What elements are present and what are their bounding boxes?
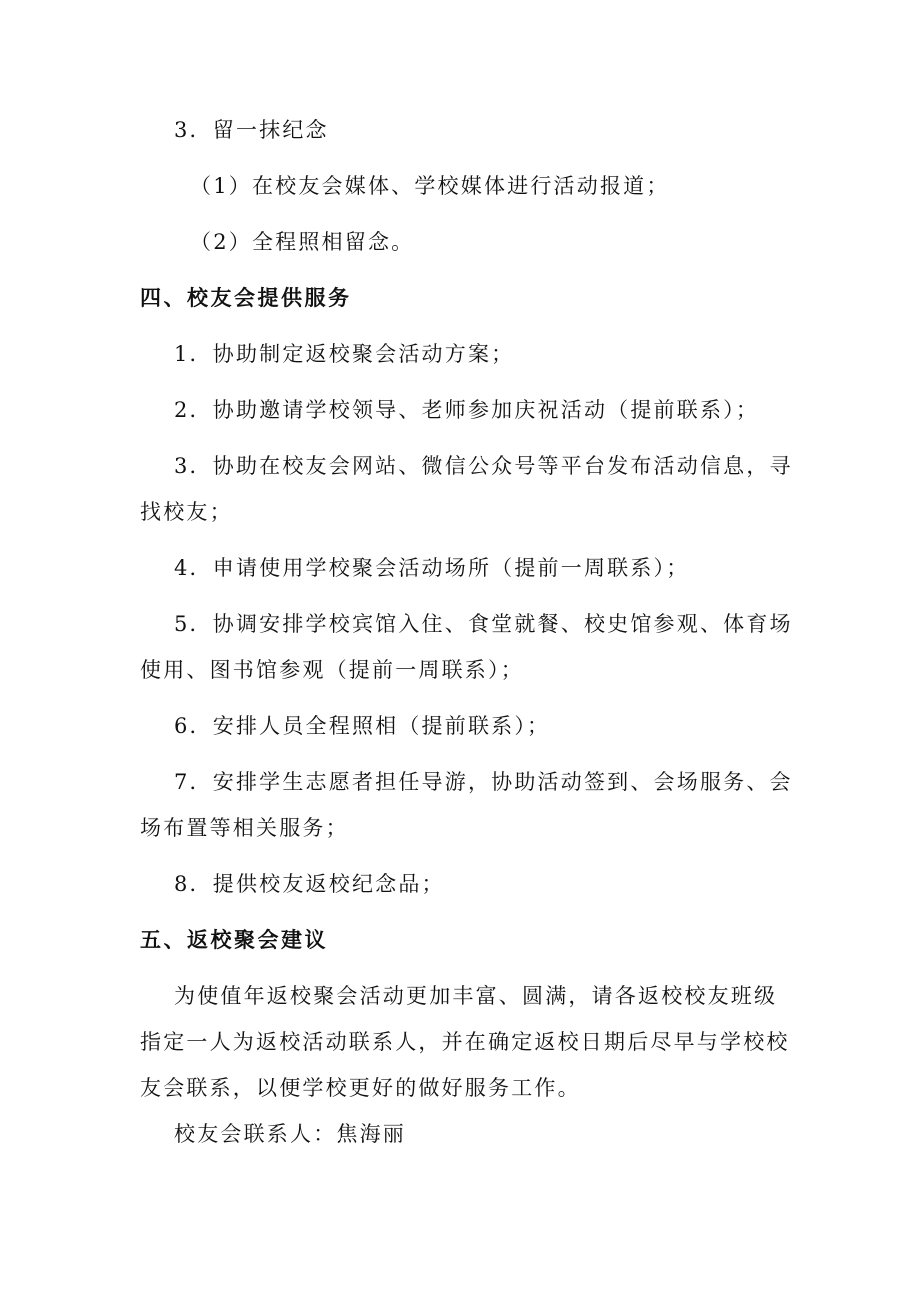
- service-item-8: 8．提供校友返校纪念品；: [174, 872, 445, 896]
- service-item-4: 4．申请使用学校聚会活动场所（提前一周联系）；: [174, 556, 690, 580]
- service-item-6: 6．安排人员全程照相（提前联系）；: [174, 714, 551, 738]
- service-item-7-line-1: 7．安排学生志愿者担任导游，协助活动签到、会场服务、会: [174, 770, 793, 794]
- service-item-3-line-2: 找校友；: [140, 500, 233, 524]
- suggestion-paragraph-line-2: 指定一人为返校活动联系人，并在确定返校日期后尽早与学校校: [140, 1030, 790, 1054]
- suggestion-paragraph-line-1: 为使值年返校聚会活动更加丰富、圆满，请各返校校友班级: [174, 984, 778, 1008]
- service-item-1: 1．协助制定返校聚会活动方案；: [174, 342, 515, 366]
- item-3-sub-1: （1）在校友会媒体、学校媒体进行活动报道；: [190, 174, 670, 198]
- section-5-heading: 五、返校聚会建议: [140, 928, 328, 952]
- section-4-heading: 四、校友会提供服务: [140, 286, 352, 310]
- service-item-5-line-1: 5．协调安排学校宾馆入住、食堂就餐、校史馆参观、体育场: [174, 612, 793, 636]
- service-item-3-line-1: 3．协助在校友会网站、微信公众号等平台发布活动信息，寻: [174, 454, 793, 478]
- item-3-sub-2: （2）全程照相留念。: [190, 230, 415, 254]
- service-item-7-line-2: 场布置等相关服务；: [140, 816, 349, 840]
- service-item-2: 2．协助邀请学校领导、老师参加庆祝活动（提前联系）；: [174, 398, 760, 422]
- suggestion-paragraph-line-3: 友会联系，以便学校更好的做好服务工作。: [140, 1076, 581, 1100]
- contact-person: 校友会联系人：焦海丽: [174, 1122, 406, 1146]
- service-item-5-line-2: 使用、图书馆参观（提前一周联系）；: [140, 658, 524, 682]
- item-3-title: 3．留一抹纪念: [174, 118, 329, 142]
